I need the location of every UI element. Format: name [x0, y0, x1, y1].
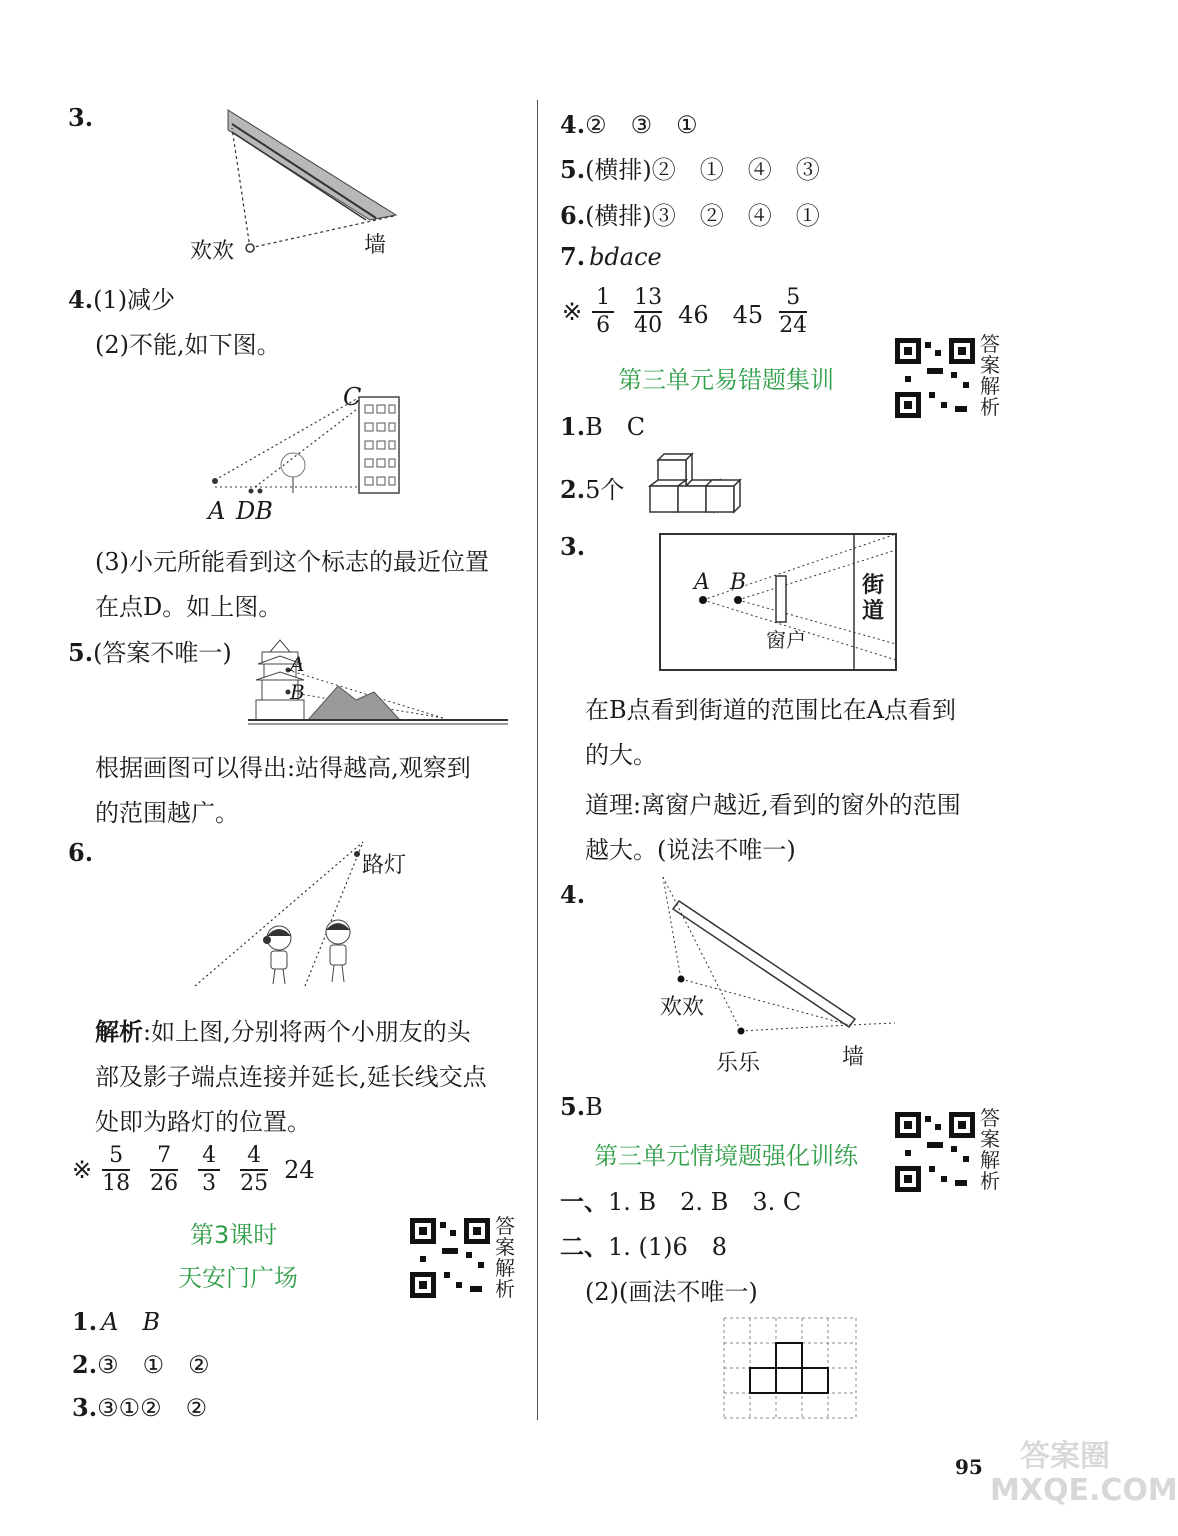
right-star-row: [562, 285, 817, 339]
q5-fig-label-a: A: [290, 652, 305, 676]
q6-number: 6.: [68, 838, 94, 867]
column-divider: [537, 100, 538, 1420]
r4-answer: ② ③ ①: [585, 111, 698, 139]
r4-row: [560, 105, 698, 140]
r6-number: 6.: [560, 201, 586, 230]
q4-fig-label-c: C: [343, 383, 362, 411]
left-star-frac: [150, 1143, 178, 1197]
cubes-figure: [648, 450, 738, 516]
frac-denominator: 26: [150, 1171, 179, 1196]
q4-fig-label-a: A: [208, 497, 226, 525]
s1-5-row: [560, 1092, 603, 1121]
s2-1-row: [560, 1182, 801, 1217]
s2-1-answer: 1. B 2. B 3. C: [608, 1188, 802, 1216]
s1-3-answer-line1: 在B点看到街道的范围比在A点看到: [585, 696, 956, 724]
frac-numerator: 13: [634, 285, 663, 310]
q5-number: 5.: [68, 638, 94, 667]
grid-figure: [722, 1316, 858, 1420]
frac-numerator: 5: [109, 1143, 124, 1168]
s1-3-window-label: 窗户: [766, 628, 806, 652]
q6-lamp-label: 路灯: [362, 853, 407, 878]
a1-answer: A B: [101, 1308, 161, 1336]
frac-denominator: 3: [202, 1171, 217, 1196]
s1-3-label-b: B: [730, 570, 747, 595]
q5-conclusion-line1: 根据画图可以得出:站得越高,观察到: [95, 754, 471, 782]
section2-title: 第三单元情境题强化训练: [594, 1142, 858, 1170]
q3-number: 3.: [68, 103, 94, 132]
qr-code-icon[interactable]: [895, 338, 975, 418]
r5-answer: (横排)② ① ④ ③: [585, 156, 820, 184]
left-star-frac: [240, 1143, 268, 1197]
s1-3-answer-line4: 越大。(说法不唯一): [585, 836, 796, 864]
s1-2-answer: 5个: [585, 476, 625, 504]
frac-numerator: 7: [157, 1143, 172, 1168]
q6-analysis-text1: :如上图,分别将两个小朋友的头: [143, 1018, 471, 1046]
r5-row: [560, 150, 820, 185]
q3-huanhuan-label: 欢欢: [190, 239, 235, 264]
left-star-frac: [198, 1143, 220, 1197]
s1-5-number: 5.: [560, 1092, 586, 1121]
left-star-frac: [102, 1143, 130, 1197]
qr-code-icon[interactable]: [410, 1218, 490, 1298]
q6-analysis-label: 解析: [95, 1017, 143, 1046]
s1-4-number: 4.: [560, 880, 586, 909]
r6-answer: (横排)③ ② ④ ①: [585, 202, 820, 230]
s1-1-answer: B C: [585, 413, 646, 441]
q4-answer2: (2)不能,如下图。: [95, 331, 281, 359]
a3-answer: ③①② ②: [97, 1394, 208, 1422]
a3-number: 3.: [72, 1393, 98, 1422]
a2-answer: ③ ① ②: [97, 1351, 210, 1379]
a3-row: [72, 1388, 207, 1423]
left-star-symbol: ※: [72, 1156, 93, 1184]
s2-2-answer: 1. (1)6 8: [608, 1233, 728, 1261]
s2-2-row: [560, 1227, 727, 1262]
qr-label: 答案解析: [980, 1106, 1000, 1193]
lesson-title: 第3课时: [190, 1221, 278, 1249]
watermark-logo: 答案圈 MXQE.COM: [990, 1439, 1178, 1508]
q6-analysis-line1: [95, 1012, 471, 1047]
frac-denominator: 25: [240, 1171, 269, 1196]
q4-part1: [68, 280, 175, 315]
s2-2b-answer: (2)(画法不唯一): [585, 1278, 758, 1306]
q4-answer1: (1)减少: [93, 286, 176, 314]
r5-number: 5.: [560, 155, 586, 184]
qr-label: 答案解析: [980, 332, 1000, 419]
right-star-frac: [592, 285, 614, 339]
frac-numerator: 4: [202, 1143, 217, 1168]
s1-3-number: 3.: [560, 532, 586, 561]
s1-3-label-a: A: [694, 570, 710, 595]
frac-denominator: 6: [596, 313, 611, 338]
s1-4-wall-label: 墙: [842, 1045, 865, 1070]
s1-1-row: [560, 407, 645, 442]
left-star-row: [72, 1143, 315, 1197]
r6-row: [560, 196, 820, 231]
q6-analysis-line2: 部及影子端点连接并延长,延长线交点: [95, 1063, 487, 1091]
page-number: 95: [955, 1455, 983, 1479]
qr-code-icon[interactable]: [895, 1112, 975, 1192]
s1-3-answer-line2: 的大。: [585, 741, 657, 769]
right-star-frac: [634, 285, 662, 339]
frac-numerator: 5: [786, 285, 801, 310]
q4-number: 4.: [68, 285, 94, 314]
r7-number: 7.: [560, 242, 586, 271]
q5-figure: [248, 630, 513, 730]
r7-answer: bdace: [589, 243, 662, 271]
left-star-tail: 24: [284, 1156, 315, 1184]
s1-2-row: [560, 470, 624, 505]
a1-row: [72, 1302, 160, 1337]
s2-2-label: 二、: [560, 1232, 608, 1261]
q5-header: [68, 633, 232, 668]
q4-figure: [205, 385, 415, 500]
frac-denominator: 24: [779, 313, 808, 338]
s1-4-huanhuan-label: 欢欢: [660, 995, 705, 1020]
s1-1-number: 1.: [560, 412, 586, 441]
q5-fig-label-b: B: [290, 680, 305, 704]
s1-2-number: 2.: [560, 475, 586, 504]
frac-denominator: 40: [634, 313, 663, 338]
a1-number: 1.: [72, 1307, 98, 1336]
s1-3-street-label: 街道: [862, 572, 885, 624]
q4-answer3-line2: 在点D。如上图。: [95, 593, 283, 621]
s2-1-label: 一、: [560, 1187, 608, 1216]
q5-conclusion-line2: 的范围越广。: [95, 799, 239, 827]
q5-note: (答案不唯一): [93, 639, 232, 667]
frac-numerator: 4: [247, 1143, 262, 1168]
r4-number: 4.: [560, 110, 586, 139]
a2-row: [72, 1345, 210, 1380]
s1-3-answer-line3: 道理:离窗户越近,看到的窗外的范围: [585, 791, 961, 819]
s1-5-answer: B: [585, 1093, 603, 1121]
q6-analysis-line3: 处即为路灯的位置。: [95, 1108, 311, 1136]
r7-row: [560, 242, 662, 271]
lesson-subtitle: 天安门广场: [178, 1264, 298, 1292]
a2-number: 2.: [72, 1350, 98, 1379]
q4-fig-label-db: DB: [236, 497, 273, 525]
s1-4-lele-label: 乐乐: [716, 1051, 761, 1076]
frac-numerator: 1: [596, 285, 611, 310]
right-star-mid: 46 45: [678, 300, 764, 329]
q3-wall-label: 墙: [364, 233, 387, 258]
qr-label: 答案解析: [495, 1214, 515, 1301]
right-star-frac: [779, 285, 807, 339]
section1-title: 第三单元易错题集训: [618, 366, 834, 394]
frac-denominator: 18: [102, 1171, 131, 1196]
right-star-symbol: ※: [562, 298, 583, 326]
q4-answer3-line1: (3)小元所能看到这个标志的最近位置: [95, 548, 489, 576]
